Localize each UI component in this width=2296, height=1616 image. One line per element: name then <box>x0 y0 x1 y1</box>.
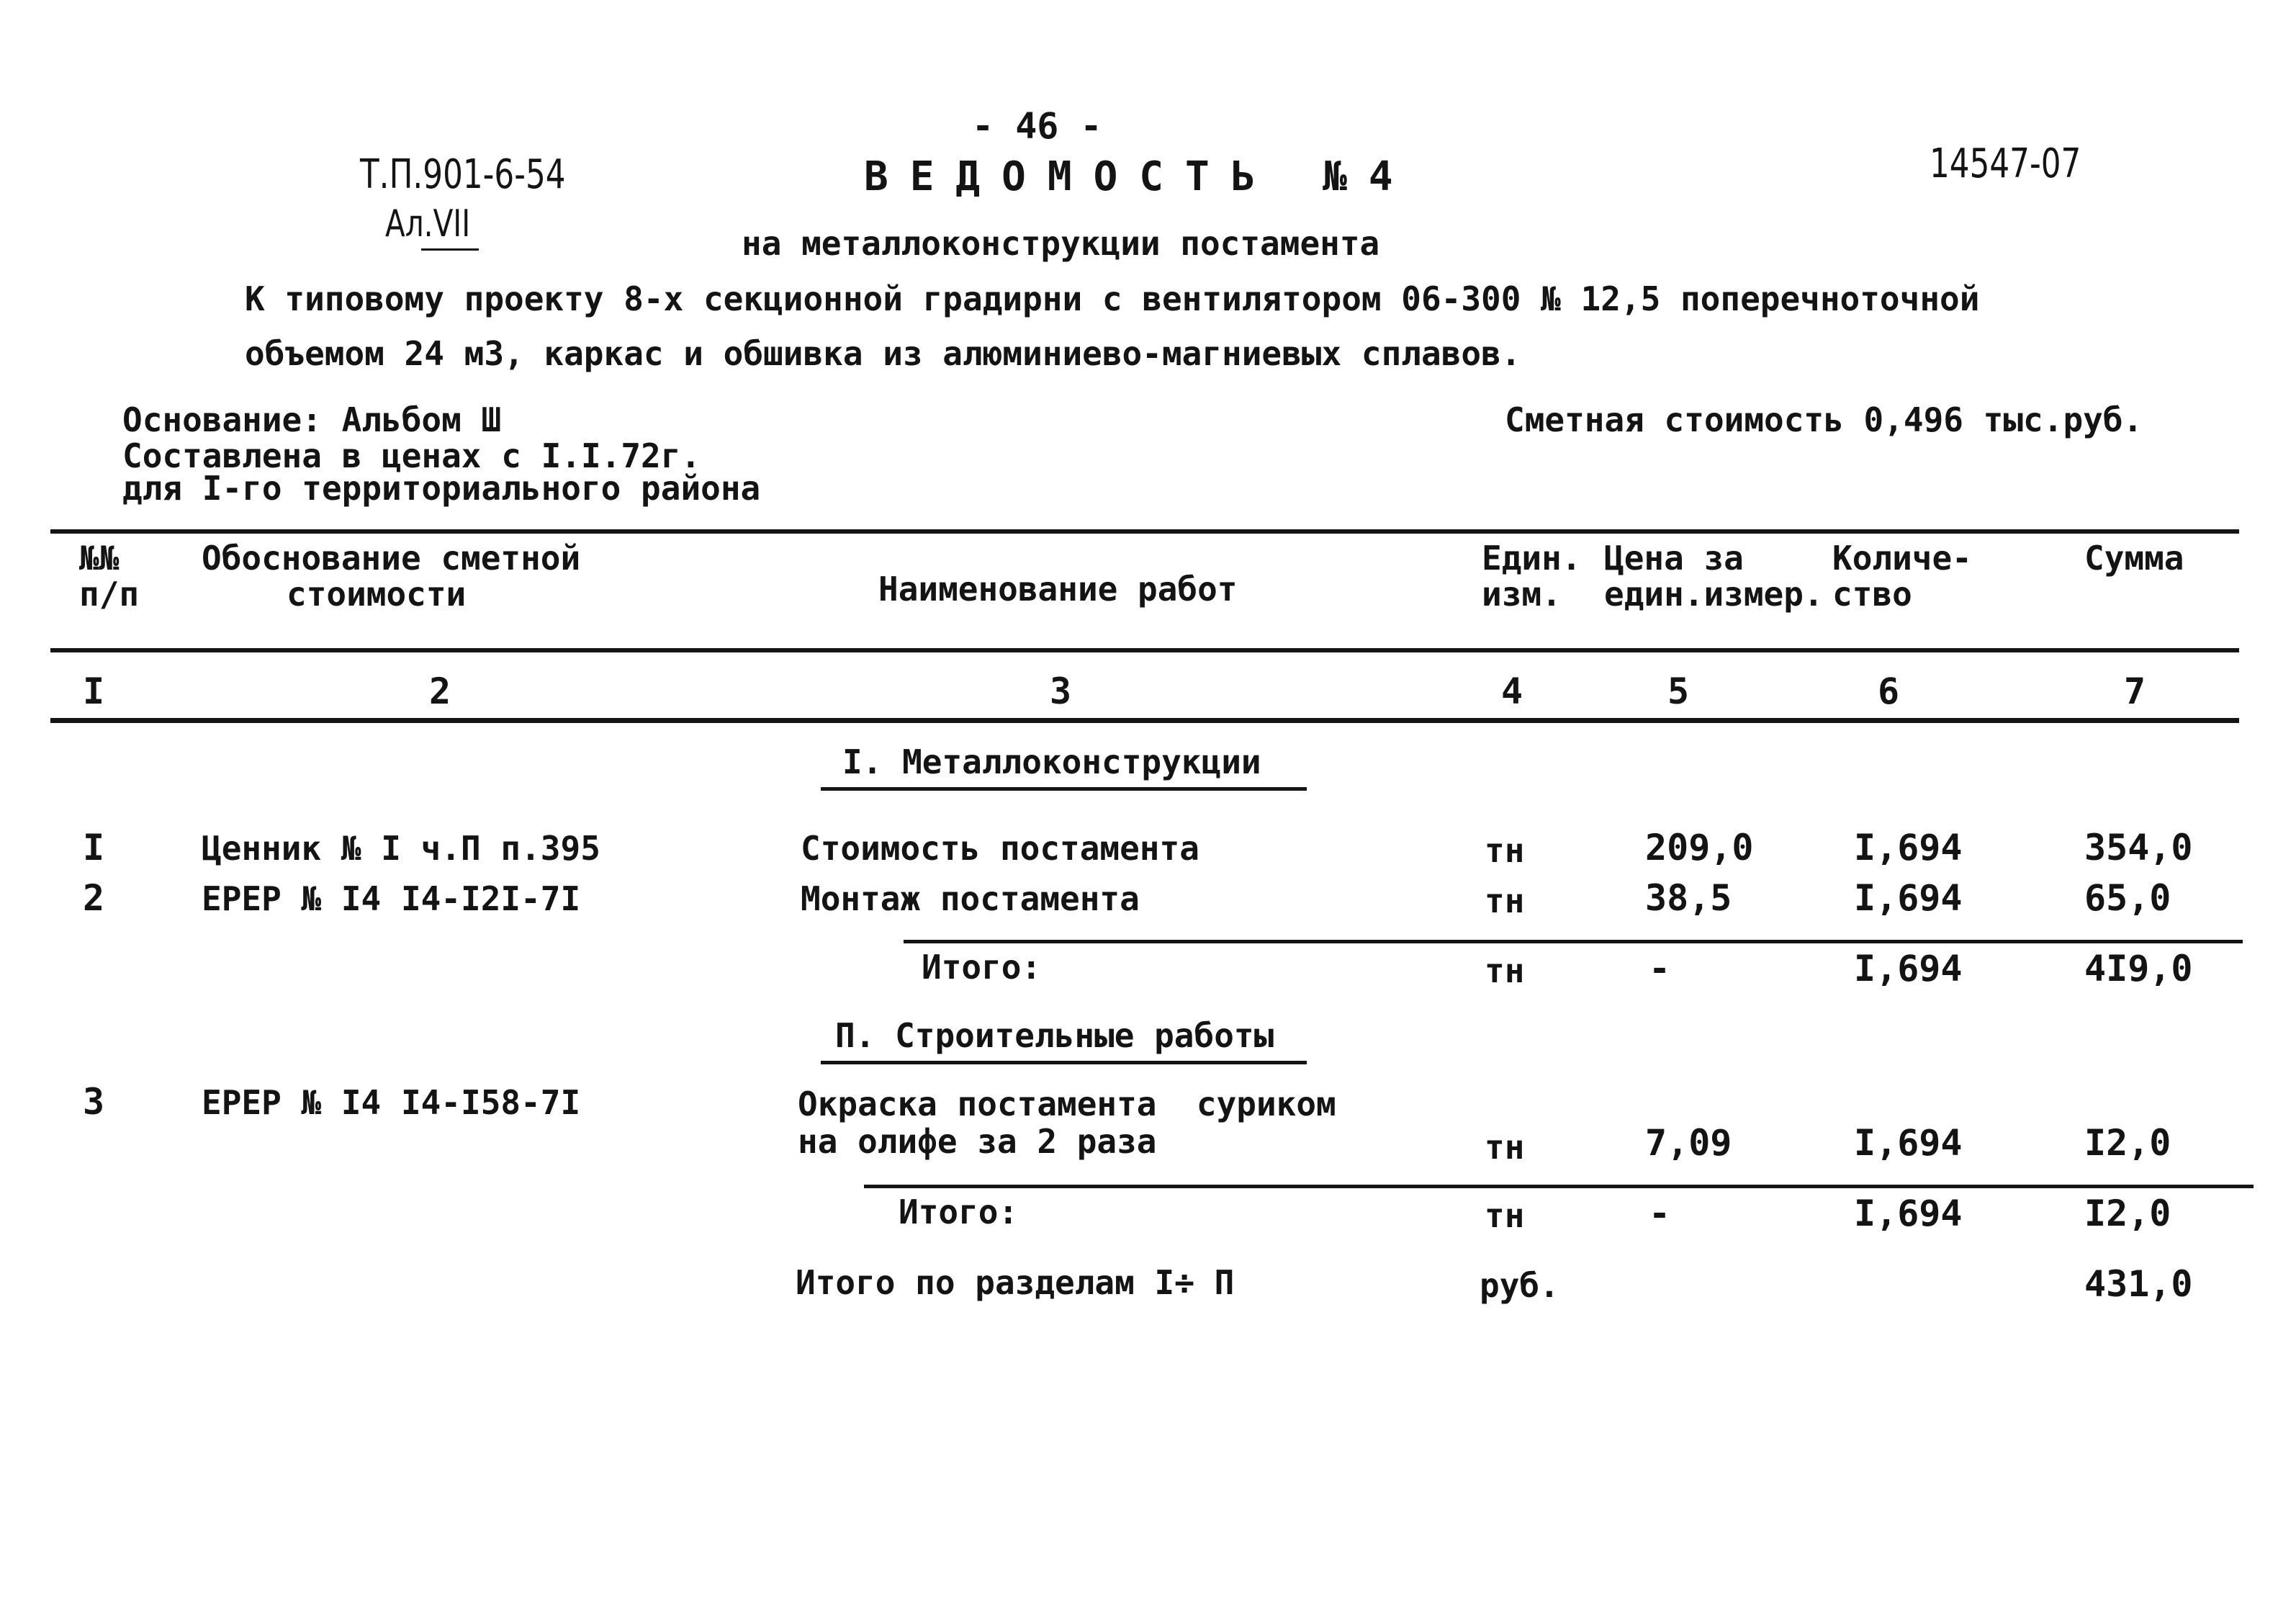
header-unit-line-1: Един. <box>1482 539 1582 578</box>
row-3-unit: тн <box>1485 1128 1525 1167</box>
section-2-total-sum: I2,0 <box>2084 1193 2171 1234</box>
col-number-5: 5 <box>1667 670 1690 712</box>
section-2-total-rule <box>864 1185 2254 1188</box>
header-basis-line-1: Обоснование сметной <box>202 539 581 578</box>
row-1-name: Стоимость постамента <box>801 829 1199 868</box>
row-2-qty: I,694 <box>1854 877 1963 919</box>
header-qty-line-2: ство <box>1832 575 1912 614</box>
basis-line-1: Основание: Альбом Ш <box>122 400 502 439</box>
header-work-name: Наименование работ <box>878 570 1238 609</box>
section-1-total-sum: 4I9,0 <box>2084 948 2193 989</box>
section-2-total-unit: тн <box>1485 1196 1525 1235</box>
header-price-line-1: Цена за <box>1604 539 1744 578</box>
table-top-rule <box>50 529 2239 534</box>
row-2-sum: 65,0 <box>2084 877 2171 919</box>
row-1-num: I <box>83 827 105 868</box>
col-number-2: 2 <box>429 670 451 712</box>
description-line-2: объемом 24 м3, каркас и обшивка из алюминиево-магниевых сплавов. <box>245 334 1521 373</box>
section-2-total-price: - <box>1649 1193 1671 1234</box>
row-2-name: Монтаж постамента <box>801 879 1140 918</box>
section-2-underline <box>821 1061 1307 1064</box>
grand-total-sum: 431,0 <box>2084 1263 2193 1305</box>
header-num-line-2: п/п <box>79 575 140 614</box>
section-1-total-price: - <box>1649 948 1671 989</box>
basis-line-2: Составлена в ценах с I.I.72г. <box>122 436 701 475</box>
header-basis-line-2: стоимости <box>287 575 467 614</box>
col-number-3: 3 <box>1050 670 1072 712</box>
header-qty-line-1: Количе- <box>1832 539 1972 578</box>
header-unit-line-2: изм. <box>1482 575 1562 614</box>
row-2-num: 2 <box>83 877 105 919</box>
numbers-bottom-rule <box>50 718 2239 723</box>
row-1-unit: тн <box>1485 831 1525 870</box>
album-underline <box>421 248 479 251</box>
section-1-total-unit: тн <box>1485 951 1525 990</box>
basis-line-3: для I-го территориального района <box>122 469 761 508</box>
row-3-num: 3 <box>83 1081 105 1123</box>
row-3-basis: ЕРЕР № I4 I4-I58-7I <box>202 1083 581 1122</box>
row-2-unit: тн <box>1485 881 1525 920</box>
header-sum: Сумма <box>2084 539 2184 578</box>
grand-total-unit: руб. <box>1480 1266 1559 1305</box>
row-1-price: 209,0 <box>1645 827 1754 868</box>
row-1-sum: 354,0 <box>2084 827 2193 868</box>
handwritten-project-code: Т.П.901-6-54 <box>360 151 566 198</box>
row-3-price: 7,09 <box>1645 1122 1732 1164</box>
section-2-total-label: Итого: <box>899 1193 1019 1231</box>
header-price-line-2: един.измер. <box>1604 575 1824 614</box>
row-1-basis: Ценник № I ч.П п.395 <box>202 829 600 868</box>
section-1-title: I. Металлоконструкции <box>842 742 1261 781</box>
header-num-line-1: №№ <box>79 539 120 578</box>
row-3-sum: I2,0 <box>2084 1122 2171 1164</box>
page-number: - 46 - <box>972 105 1102 147</box>
document-title: ВЕДОМОСТЬ №4 <box>864 153 1415 200</box>
section-1-underline <box>821 787 1307 791</box>
row-3-name-line-1: Окраска постамента суриком <box>798 1085 1336 1123</box>
col-number-4: 4 <box>1501 670 1523 712</box>
grand-total-label: Итого по разделам I÷ П <box>796 1263 1235 1302</box>
row-2-basis: ЕРЕР № I4 I4-I2I-7I <box>202 879 581 918</box>
col-number-6: 6 <box>1878 670 1900 712</box>
section-2-total-qty: I,694 <box>1854 1193 1963 1234</box>
handwritten-inventory-number: 14547-07 <box>1930 140 2081 187</box>
row-2-price: 38,5 <box>1645 877 1732 919</box>
description-line-1: К типовому проекту 8-х секционной градирни с вентилятором 06-300 № 12,5 поперечноточной <box>245 279 1980 318</box>
row-1-qty: I,694 <box>1854 827 1963 868</box>
document-subtitle: на металлоконструкции постамента <box>742 224 1380 263</box>
estimated-cost: Сметная стоимость 0,496 тыс.руб. <box>1505 400 2143 439</box>
col-number-7: 7 <box>2124 670 2146 712</box>
row-3-qty: I,694 <box>1854 1122 1963 1164</box>
section-2-title: П. Строительные работы <box>835 1016 1274 1055</box>
col-number-1: I <box>83 670 105 712</box>
handwritten-album: Ал.VII <box>385 202 471 246</box>
row-3-name-line-2: на олифе за 2 раза <box>798 1122 1157 1161</box>
section-1-total-qty: I,694 <box>1854 948 1963 989</box>
section-1-total-label: Итого: <box>922 948 1042 987</box>
header-bottom-rule <box>50 648 2239 652</box>
section-1-total-rule <box>904 940 2243 943</box>
